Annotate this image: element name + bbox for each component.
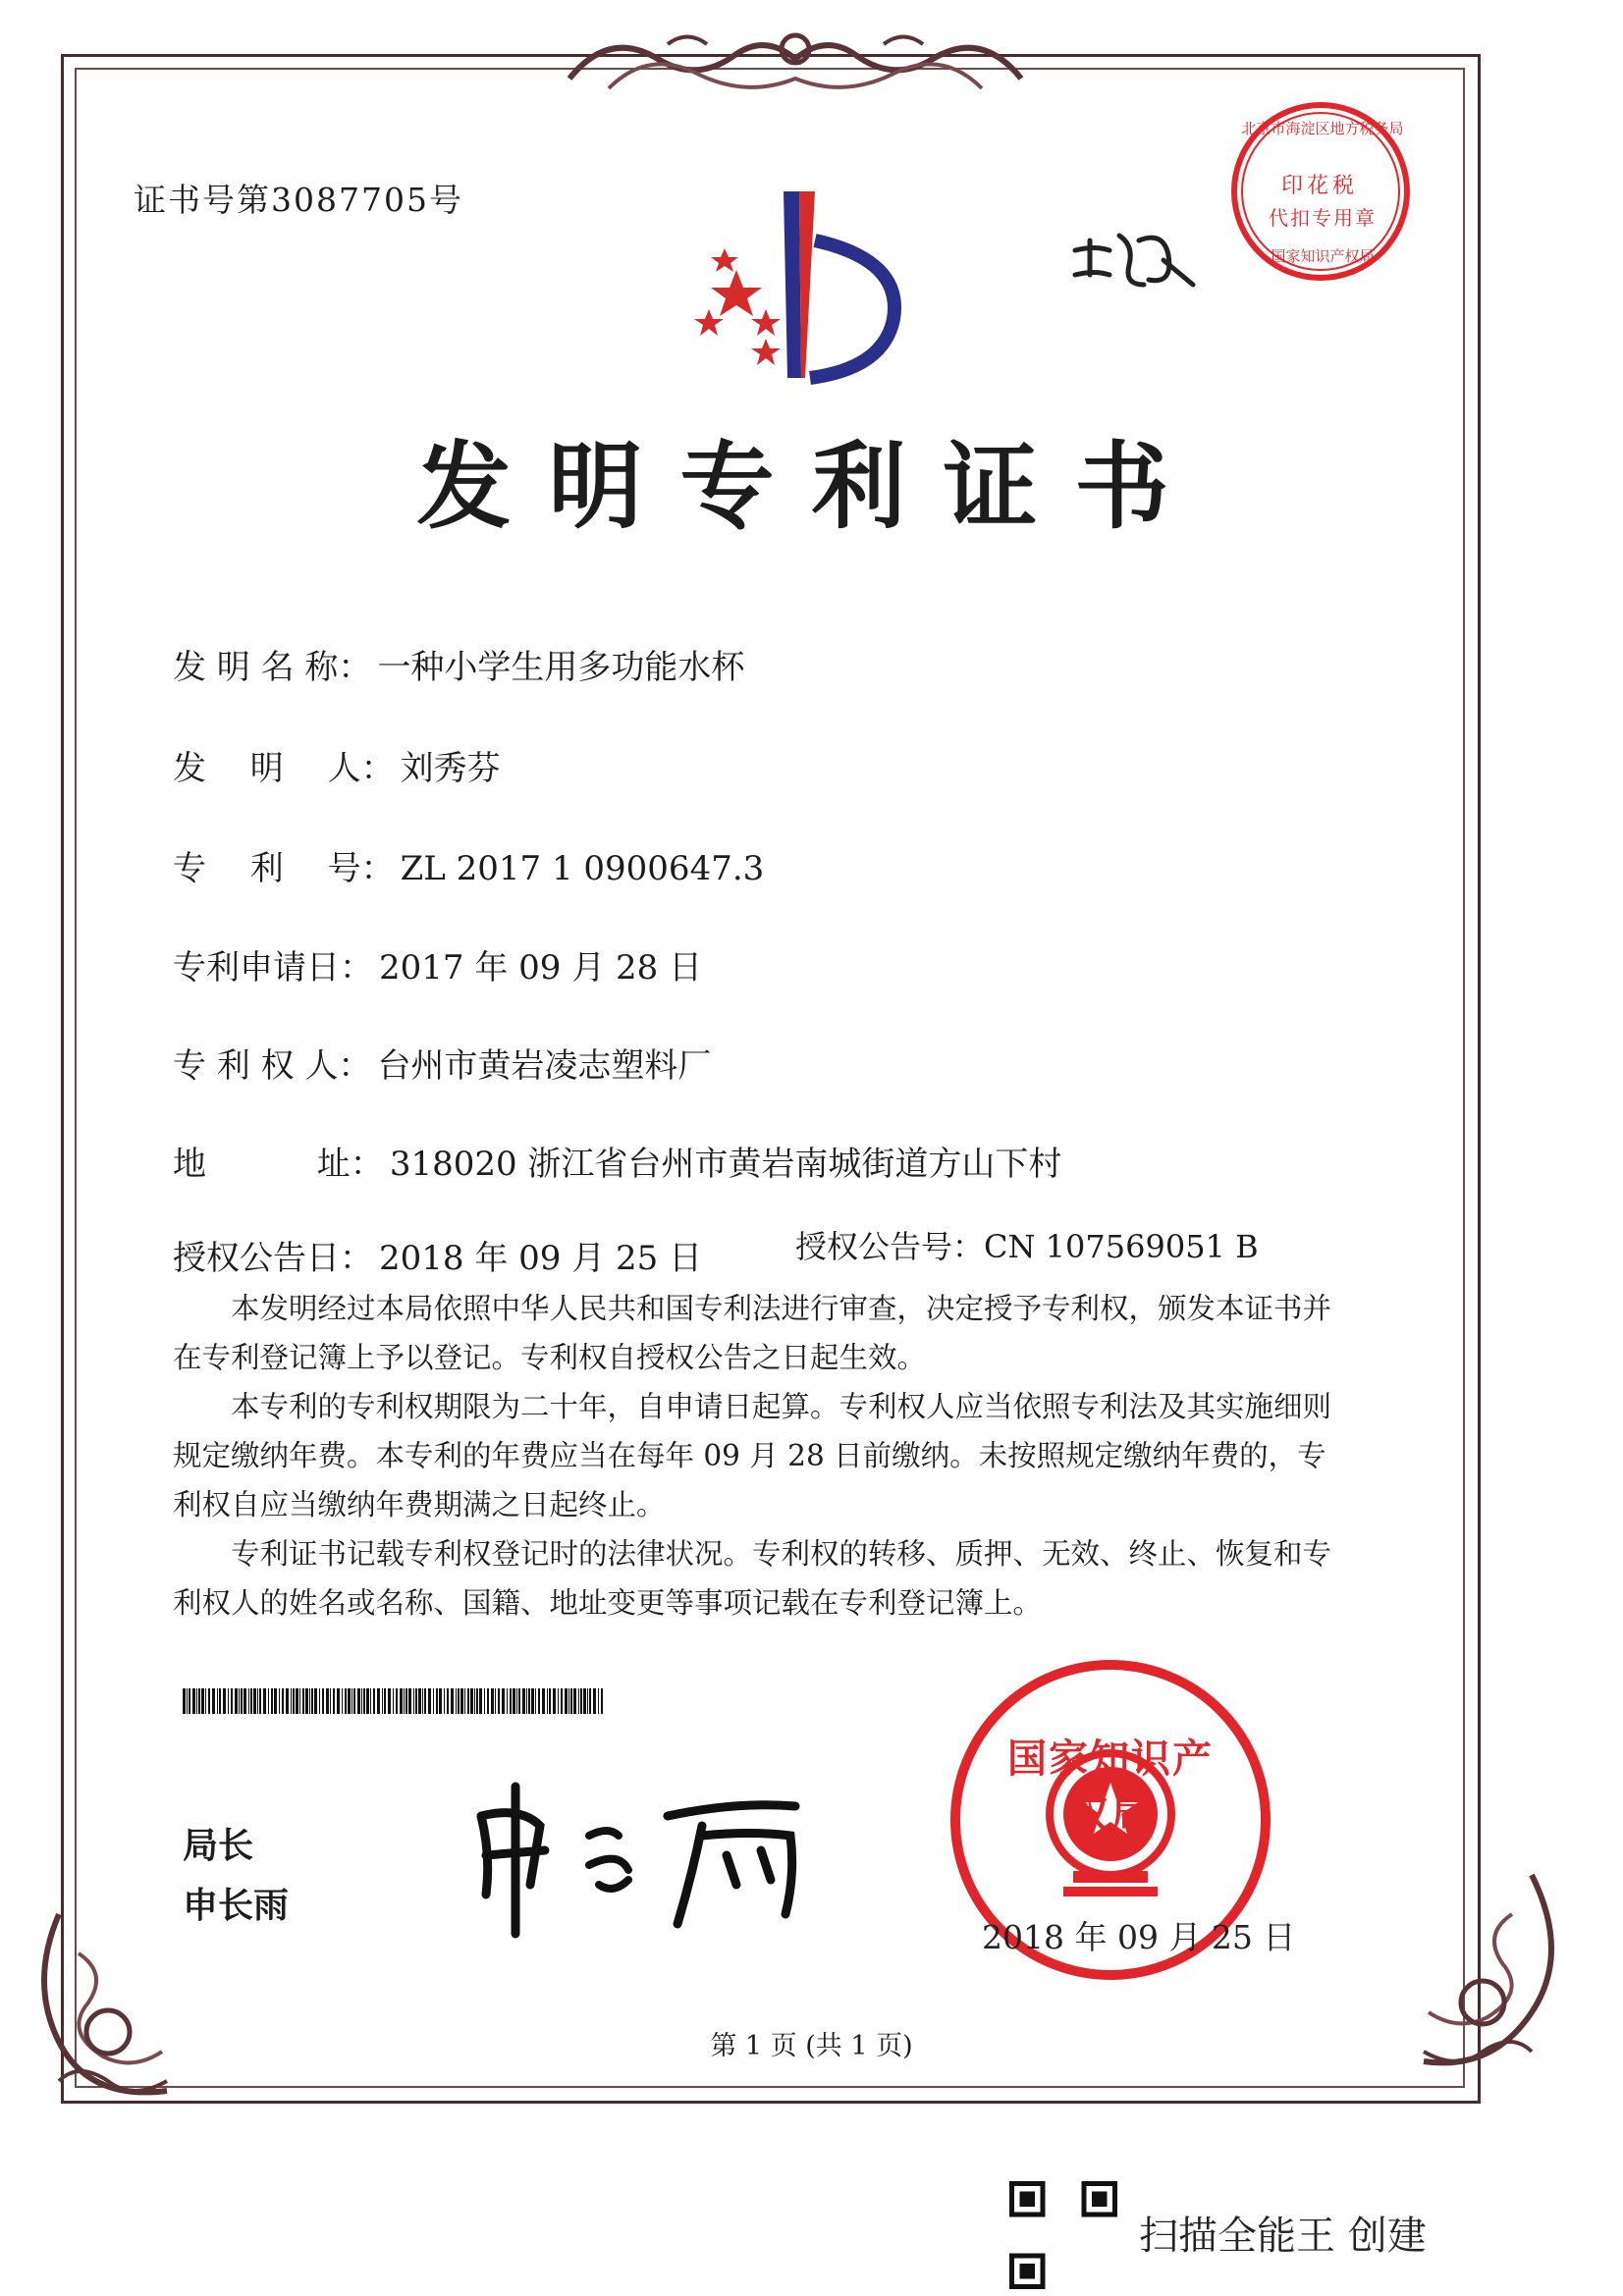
field-label: 发 明 名 称： xyxy=(173,648,372,687)
field-label: 专 利 权 人： xyxy=(173,1046,372,1086)
page-number: 第 1 页 (共 1 页) xyxy=(710,2031,913,2061)
paragraph: 本发明经过本局依照中华人民共和国专利法进行审查，决定授予专利权，颁发本证书并在专利登记簿上予以登记。专利权自授权公告之日起生效。 xyxy=(173,1292,1332,1374)
bottom-right-ornament-icon xyxy=(1365,1855,1581,2101)
field-value: 2017 年 09 月 28 日 xyxy=(379,948,703,988)
field-value: CN 107569051 B xyxy=(984,1228,1259,1265)
tax-seal-text-inner2: 代扣专用章 xyxy=(1269,206,1377,230)
field-value: 一种小学生用多功能水杯 xyxy=(377,648,745,687)
director-title: 局长 xyxy=(183,1826,254,1866)
certificate-number: 证书号第3087705号 xyxy=(134,181,463,219)
field-application-date xyxy=(173,940,702,988)
paragraph: 本专利的专利权期限为二十年，自申请日起算。专利权人应当依照专利法及其实施细则规定缴纳年费。本专利的年费应当在每年 09 月 28 日前缴纳。未按照规定缴纳年费的，专利权自应当缴纳年费期满之日起终止。 xyxy=(173,1390,1332,1522)
field-value: 台州市黄岩凌志塑料厂 xyxy=(377,1046,712,1086)
field-label: 地 址： xyxy=(173,1145,384,1184)
field-label: 专 利 号： xyxy=(173,849,395,888)
director-signature-icon xyxy=(461,1757,835,1944)
handwritten-mark-icon xyxy=(1065,211,1203,299)
seal-text: 国家知识产权局 xyxy=(1007,1735,1214,1838)
field-announcement-number xyxy=(795,1222,1259,1267)
field-label: 发 明 人： xyxy=(173,749,395,788)
body-text xyxy=(173,1284,1351,1628)
field-invention-name xyxy=(173,640,744,688)
field-value: 2018 年 09 月 25 日 xyxy=(379,1239,703,1278)
page-title: 发明专利证书 xyxy=(416,431,1207,542)
field-value: 318020 浙江省台州市黄岩南城街道方山下村 xyxy=(389,1145,1062,1184)
qr-code-icon xyxy=(1009,2181,1117,2289)
barcode-icon xyxy=(183,1688,605,1714)
field-label: 授权公告日： xyxy=(173,1239,373,1278)
field-address xyxy=(173,1137,1061,1185)
tax-seal-text-inner3: 国家知识产权局 xyxy=(1271,247,1375,265)
field-value: 刘秀芬 xyxy=(400,749,501,788)
scanner-label: 扫描全能王 创建 xyxy=(1139,2214,1427,2259)
field-grant-date xyxy=(173,1231,702,1279)
field-inventor xyxy=(173,741,501,789)
field-label: 专利申请日： xyxy=(173,948,373,988)
tax-seal-text-outer: 北京市海淀区地方税务局 xyxy=(1241,120,1404,137)
field-label: 授权公告号： xyxy=(795,1228,985,1265)
director-name: 申长雨 xyxy=(183,1886,290,1926)
field-patentee xyxy=(173,1039,711,1087)
bottom-left-ornament-icon xyxy=(20,1895,236,2120)
tax-seal-text-inner1: 印花税 xyxy=(1281,174,1359,198)
paragraph: 专利证书记载专利权登记时的法律状况。专利权的转移、质押、无效、终止、恢复和专利权人的姓名或名称、国籍、地址变更等事项记载在专利登记簿上。 xyxy=(173,1537,1332,1620)
patent-office-logo-icon xyxy=(668,182,923,388)
field-value: ZL 2017 1 0900647.3 xyxy=(400,849,765,888)
seal-date: 2018 年 09 月 25 日 xyxy=(982,1918,1296,1956)
field-patent-number xyxy=(173,841,764,889)
top-ornament-icon xyxy=(550,20,1041,108)
